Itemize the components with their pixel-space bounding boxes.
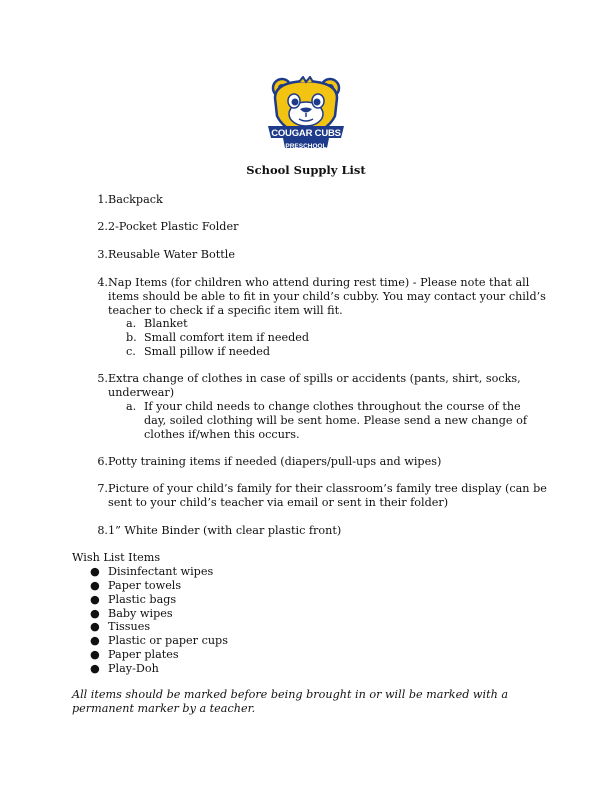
bullet-icon: ●: [90, 579, 100, 592]
item-text: Reusable Water Bottle: [108, 248, 235, 261]
cougar-cubs-logo: [265, 76, 347, 156]
item-text: Extra change of clothes in case of spills or accidents (pants, shirt, socks, underwear): [108, 372, 521, 399]
item-number: 3.: [97, 248, 108, 261]
wish-item-text: Tissues: [108, 620, 151, 633]
bullet-icon: ●: [90, 634, 100, 647]
page-title: School Supply List: [246, 163, 366, 177]
bullet-icon: ●: [90, 662, 100, 675]
wish-item-text: Paper towels: [108, 579, 182, 592]
bullet-icon: ●: [90, 648, 100, 661]
logo-text: COUGAR CUBS: [271, 128, 341, 139]
sub-item-text: Blanket: [144, 317, 188, 330]
wish-item-text: Plastic or paper cups: [108, 634, 228, 647]
item-text: Potty training items if needed (diapers/pull-ups and wipes): [108, 455, 442, 468]
marking-note: All items should be marked before being brought in or will be marked with a permanent marker by a teacher.: [72, 688, 509, 715]
item-text: Backpack: [108, 193, 163, 206]
item-number: 6.: [97, 455, 108, 468]
item-number: 4.: [97, 276, 108, 289]
item-number: 2.: [97, 220, 108, 233]
sub-item-letter: b.: [126, 331, 137, 344]
bullet-icon: ●: [90, 607, 100, 620]
sub-item-letter: c.: [126, 345, 136, 358]
wish-item-text: Baby wipes: [108, 607, 173, 620]
wish-item-text: Paper plates: [108, 648, 179, 661]
wish-item-text: Plastic bags: [108, 593, 177, 606]
item-text: Picture of your child’s family for their classroom’s family tree display (can be sent to your child’s teacher via email or sent in their folder): [108, 482, 547, 509]
bullet-icon: ●: [90, 620, 100, 633]
item-number: 5.: [97, 372, 108, 385]
sub-item-letter: a.: [126, 400, 137, 413]
item-number: 8.: [97, 524, 108, 537]
item-text: 1” White Binder (with clear plastic front): [108, 524, 342, 537]
sub-item-text: If your child needs to change clothes throughout the course of the day, soiled clothing will be sent home. Please send a new change of clothes if/when this occurs.: [144, 400, 527, 441]
sub-item-text: Small comfort item if needed: [144, 331, 310, 344]
bullet-icon: ●: [90, 593, 100, 606]
sub-item-text: Small pillow if needed: [144, 345, 271, 358]
bullet-icon: ●: [90, 565, 100, 578]
item-text: 2-Pocket Plastic Folder: [108, 220, 239, 233]
item-number: 7.: [97, 482, 108, 495]
item-number: 1.: [97, 193, 108, 206]
sub-item-letter: a.: [126, 317, 137, 330]
item-text: Nap Items (for children who attend during rest time) - Please note that all items should be able to fit in your child’s cubby. You may contact your child’s teacher to check if a specific item will fit.: [108, 276, 546, 317]
wish-item-text: Disinfectant wipes: [108, 565, 214, 578]
wish-item-text: Play-Doh: [108, 662, 159, 675]
wish-list-heading: Wish List Items: [72, 551, 161, 564]
logo-subtext: PRESCHOOL: [285, 143, 327, 150]
